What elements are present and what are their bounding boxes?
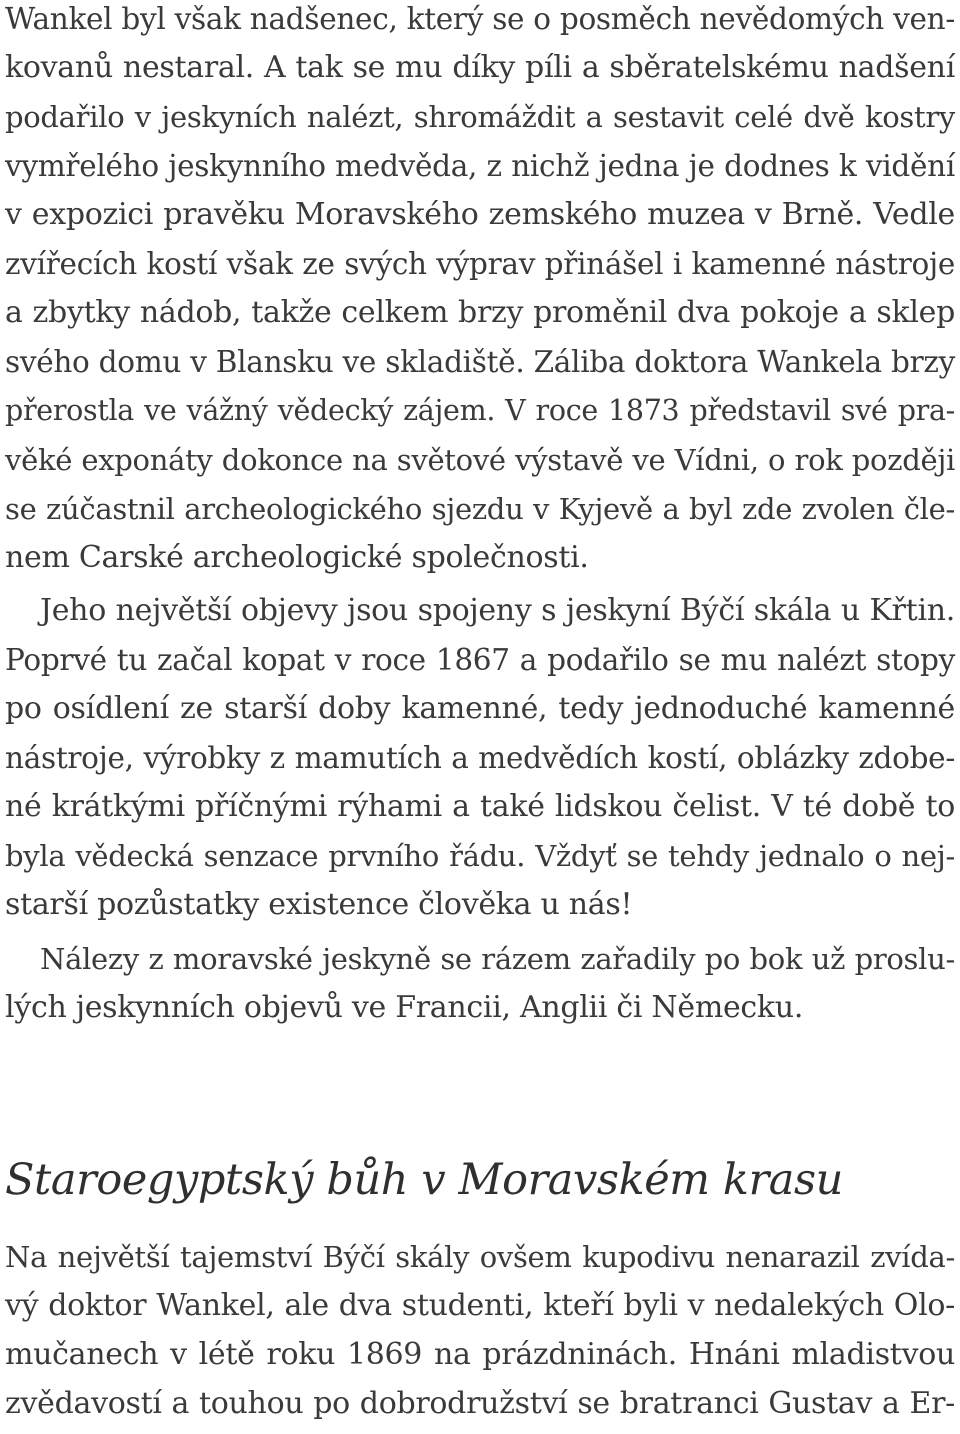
text-line: mučanech v létě roku 1869 na prázdninách. Hnáni mladistvou	[5, 1337, 955, 1372]
text-line: vymřelého jeskynního medvěda, z nichž jedna je dodnes k vidění	[5, 149, 955, 183]
text-line: přerostla ve vážný vědecký zájem. V roce 1873 představil své pra-	[5, 394, 955, 427]
section-heading: Staroegyptský bůh v Moravském krasu	[5, 1155, 843, 1205]
text-line: byla vědecká senzace prvního řádu. Vždyť se tehdy jednalo o nej-	[5, 839, 955, 873]
text-line: Jeho největší objevy jsou spojeny s jeskyní Býčí skála u Křtin.	[40, 593, 955, 628]
text-line: starší pozůstatky existence člověka u nás!	[5, 887, 633, 922]
text-line: Na největší tajemství Býčí skály ovšem kupodivu nenarazil zvída-	[5, 1240, 955, 1274]
text-line: se zúčastnil archeologického sjezdu v Kyjevě a byl zde zvolen čle-	[5, 492, 955, 526]
text-line: Poprvé tu začal kopat v roce 1867 a podařilo se mu nalézt stopy	[5, 643, 955, 677]
text-line: v expozici pravěku Moravského zemského muzea v Brně. Vedle	[5, 197, 955, 232]
text-line: po osídlení ze starší doby kamenné, tedy jednoduché kamenné	[5, 691, 955, 726]
text-line: věké exponáty dokonce na světové výstavě ve Vídni, o rok později	[5, 443, 955, 477]
text-line: a zbytky nádob, takže celkem brzy proměnil dva pokoje a sklep	[5, 295, 955, 330]
text-line: lých jeskynních objevů ve Francii, Anglii či Německu.	[5, 990, 804, 1025]
text-line: Nálezy z moravské jeskyně se rázem zařadily po bok už proslu-	[40, 942, 955, 976]
text-line: svého domu v Blansku ve skladiště. Záliba doktora Wankela brzy	[5, 345, 955, 379]
text-line: Wankel byl však nadšenec, který se o posměch nevědomých ven-	[5, 2, 955, 36]
text-line: podařilo v jeskyních nalézt, shromáždit a sestavit celé dvě kostry	[5, 100, 955, 134]
text-line: vý doktor Wankel, ale dva studenti, kteří byli v nedalekých Olo-	[5, 1288, 955, 1323]
text-line: né krátkými příčnými rýhami a také lidskou čelist. V té době to	[5, 789, 955, 824]
text-line: zvířecích kostí však ze svých výprav přinášel i kamenné nástroje	[5, 247, 955, 281]
text-line: nem Carské archeologické společnosti.	[5, 540, 589, 575]
text-line: kovanů nestaral. A tak se mu díky píli a sběratelskému nadšení	[5, 50, 955, 85]
text-line: nástroje, výrobky z mamutích a medvědích kostí, oblázky zdobe-	[5, 741, 955, 775]
text-line: zvědavostí a touhou po dobrodružství se bratranci Gustav a Er-	[5, 1386, 955, 1421]
